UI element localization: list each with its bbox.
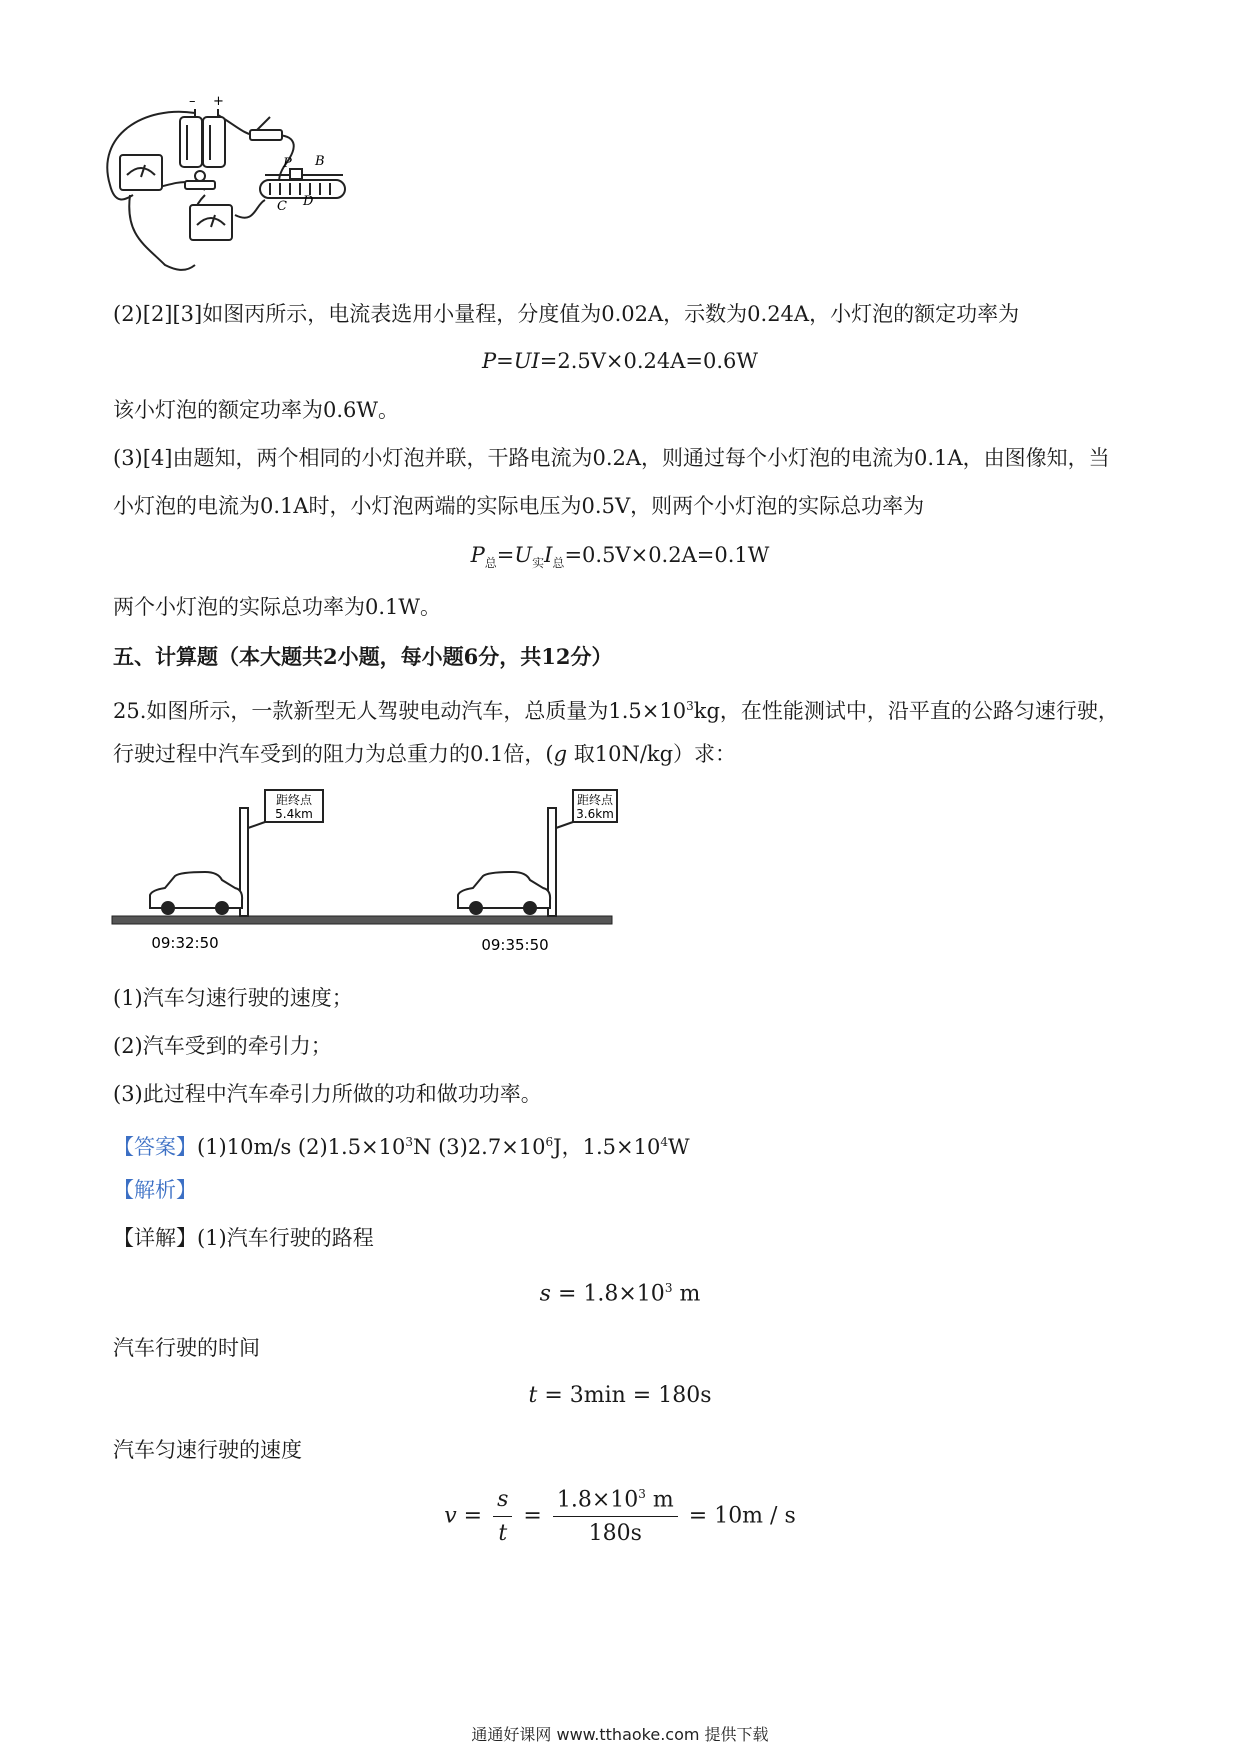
- sign2-value: 3.6km: [576, 807, 614, 821]
- analysis-tag: 【解析】: [113, 1178, 197, 1202]
- time-label-2: 09:35:50: [481, 936, 549, 954]
- detail-line: 【详解】(1)汽车行驶的路程: [113, 1226, 374, 1250]
- footer-text: 通通好课网 www.tthaoke.com 提供下载: [471, 1725, 769, 1744]
- question-25-stem-1: 25.如图所示，一款新型无人驾驶电动汽车，总质量为$1.5\times 10^3kg$，在性能测试中，沿平直的公路匀速行驶，: [113, 699, 1119, 723]
- sub-question-2: (2)汽车受到的牵引力；: [113, 1034, 332, 1058]
- sub-question-3: (3)此过程中汽车牵引力所做的功和做功功率。: [113, 1082, 542, 1106]
- road-figure: [110, 780, 620, 960]
- label-b: B: [315, 154, 325, 169]
- answer-line: 【答案】(1)10m/s $(2)1.5\times 10^3N$ $(3)2.7\times 10^6J$，$1.5\times 10^4W$: [113, 1135, 690, 1159]
- formula-speed: v = $\frac{s}{t}$ = $\frac{1.8\times 10^3 m}{180s}$ = 10m / s: [444, 1487, 796, 1547]
- sign2-title: 距终点: [576, 793, 614, 807]
- sign1-title: 距终点: [275, 793, 313, 807]
- battery-plus-label: +: [213, 95, 224, 109]
- formula-power-total: $P_总=U_实I_总=0.5V\times 0.2A=0.1W$: [470, 543, 770, 571]
- formula-time: t = 3min = 180s: [528, 1383, 712, 1408]
- answer-tag: 【答案】: [113, 1135, 197, 1159]
- label-c: C: [277, 199, 287, 214]
- part3-line2: 小灯泡的电流为0.1A时，小灯泡两端的实际电压为0.5V，则两个小灯泡的实际总功率为: [113, 494, 925, 518]
- sub-question-1: (1)汽车匀速行驶的速度；: [113, 986, 353, 1010]
- label-d: D: [303, 194, 314, 209]
- part2-line: (2)[2][3]如图丙所示，电流表选用小量程，分度值为0.02A，示数为0.24A，小灯泡的额定功率为: [113, 302, 1020, 326]
- fraction-distance-over-time: $\frac{1.8\times 10^3 m}{180s}$: [553, 1487, 678, 1546]
- time-label: 汽车行驶的时间: [113, 1336, 260, 1360]
- label-p: P: [283, 156, 292, 171]
- part2-conclusion: 该小灯泡的额定功率为0.6W。: [113, 398, 399, 422]
- section-heading: 五、计算题（本大题共2小题，每小题6分，共12分）: [113, 644, 613, 669]
- part3-line1: (3)[4]由题知，两个相同的小灯泡并联，干路电流为0.2A，则通过每个小灯泡的电流为0.1A，由图像知，当: [113, 446, 1110, 470]
- formula-distance: $s = 1.8\times 10^3$ m: [539, 1281, 701, 1307]
- circuit-diagram: [105, 95, 375, 285]
- part3-conclusion: 两个小灯泡的实际总功率为0.1W。: [113, 595, 441, 619]
- speed-label: 汽车匀速行驶的速度: [113, 1438, 302, 1462]
- fraction-s-over-t: $\frac{s}{t}$: [493, 1487, 512, 1546]
- formula-power-rated: P=UI=2.5V×0.24A=0.6W: [481, 349, 758, 373]
- time-label-1: 09:32:50: [151, 934, 219, 952]
- question-25-stem-2: 行驶过程中汽车受到的阻力为总重力的0.1倍，(g 取10N/kg）求：: [113, 742, 737, 766]
- sign1-value: 5.4km: [275, 807, 313, 821]
- battery-minus-label: –: [189, 95, 196, 109]
